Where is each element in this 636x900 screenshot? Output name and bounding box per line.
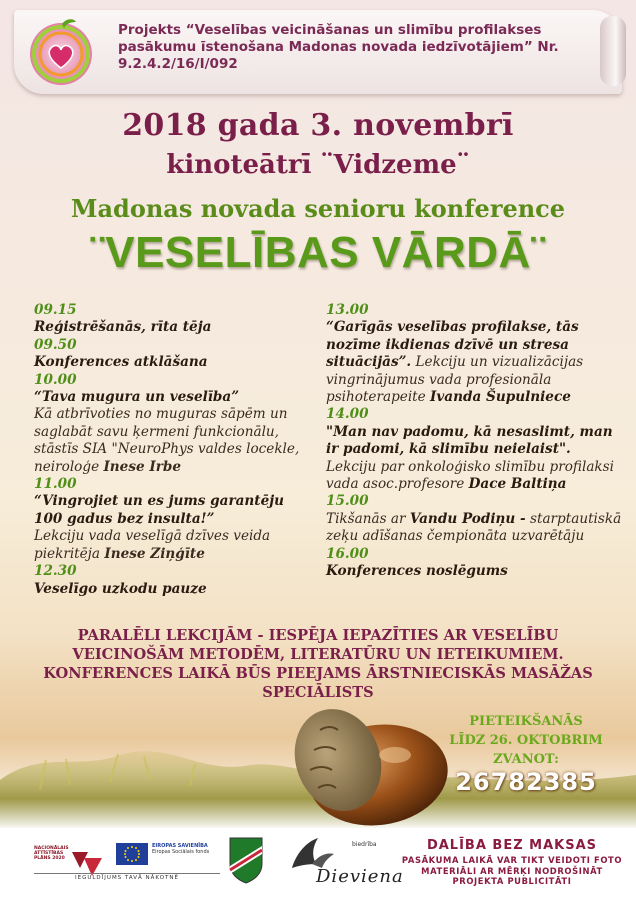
program-time: 16.00 <box>326 545 369 562</box>
scroll-curl <box>600 16 626 86</box>
heart-apple-logo <box>22 14 100 88</box>
program-item <box>34 302 314 337</box>
program-item <box>34 563 314 598</box>
parallel-activities-notice: PARALĒLI LEKCIJĀM - IESPĒJA IEPAZĪTIES AR VESELĪBU VEICINOŠĀM METODĒM, LITERATŪRU UN IETEIKUMIEM. KONFERENCES LAIKĀ BŪS PIEEJAMS ĀRSTNIECISKĀS MASĀŽAS SPECIĀLISTS <box>43 627 593 701</box>
program-time: 11.00 <box>34 476 77 493</box>
org-name: Dieviena <box>316 866 404 887</box>
free-participation: DALĪBA BEZ MAKSAS <box>426 838 598 853</box>
program-title: Reģistrēšanās, rīta tēja <box>34 319 212 336</box>
registration-deadline: LĪDZ 26. OKTOBRIM <box>449 733 603 748</box>
program-desc-text: Tikšanās ar <box>326 510 406 527</box>
registration-info <box>426 712 626 769</box>
org-type-label: biedrība <box>352 841 377 848</box>
eu-title: EIROPAS SAVIENĪBA <box>152 843 208 849</box>
eu-subtitle: Eiropas Sociālais fonds <box>152 849 210 855</box>
project-title: Projekts “Veselības veicināšanas un slimību profilakses pasākumu īstenošana Madonas novada iedzīvotājiem” Nr. 9.2.4.2/16/I/092 <box>118 22 559 72</box>
program-description <box>326 511 622 546</box>
program-title: “Vingrojiet un es jums garantēju 100 gadus bez insulta!” <box>34 493 285 527</box>
program-item <box>326 302 622 406</box>
program-time: 09.50 <box>34 336 77 353</box>
nap-text: NACIONĀLAIS ATTĪSTĪBAS PLĀNS 2020 <box>34 846 69 861</box>
program-item <box>326 406 622 493</box>
program-title: “Garīgās veselības profilakse, tās nozīme ikdienas dzīvē un stresa situācijās”. <box>326 319 579 371</box>
program-description <box>326 424 622 494</box>
acorn-illustration <box>210 660 450 840</box>
program-right-column <box>326 302 622 581</box>
program-time: 10.00 <box>34 371 77 388</box>
eu-text <box>152 843 212 855</box>
eu-flag-icon <box>116 843 148 865</box>
investment-slogan: IEGULDĪJUMS TAVĀ NĀKOTNĒ <box>34 873 220 881</box>
program-item <box>326 493 622 545</box>
program-speaker: Inese Ziņģīte <box>104 545 205 562</box>
program-time: 12.30 <box>34 563 77 580</box>
phone-number[interactable]: 26782385 <box>455 768 597 796</box>
program-description <box>326 319 622 406</box>
program-time: 15.00 <box>326 493 369 510</box>
program-item <box>326 546 622 581</box>
program-item <box>34 476 314 563</box>
program-time: 09.15 <box>34 302 77 318</box>
program-description <box>34 406 314 476</box>
program-description <box>34 528 314 563</box>
program-speaker: Dace Baltiņa <box>468 476 567 493</box>
program-desc-text-2: starptautiskā zeķu adīšanas čempionāta uzvarētāju <box>326 510 622 545</box>
program-title: Konferences atklāšana <box>34 354 208 371</box>
madona-coat-of-arms-icon <box>228 836 264 884</box>
program-speaker: Ivanda Šupulniece <box>430 389 571 406</box>
registration-label: PIETEIKŠANĀS <box>469 714 583 729</box>
program-title: Konferences noslēgums <box>326 563 508 580</box>
program-title: "Man nav padomu, kā nesaslimt, man ir padomi, kā slimību neielaist". <box>326 423 613 458</box>
program-speaker: Inese Irbe <box>103 458 182 475</box>
program-left-column <box>34 302 314 598</box>
conference-name: Madonas novada senioru konference <box>70 194 566 223</box>
program-title: “Tava mugura un veselība” <box>34 389 240 406</box>
photo-notice: PASĀKUMA LAIKĀ VAR TIKT VEIDOTI FOTO MATERIĀLI AR MĒRĶI NODROŠINĀT PROJEKTA PUBLICITĀTI <box>401 855 623 886</box>
event-date: 2018 gada 3. novembrī <box>122 108 514 143</box>
program-desc-text: Lekciju par onkoloģisko slimību profilaksi vada asoc.profesore <box>326 458 614 493</box>
program-item <box>34 337 314 372</box>
program-time: 13.00 <box>326 302 369 318</box>
event-venue: kinoteātrī ¨Vidzeme¨ <box>166 150 470 180</box>
program-desc-text: Lekciju vada veselīgā dzīves veida piekritēja <box>34 528 271 562</box>
program-desc-text: Kā atbrīvoties no muguras sāpēm un saglabāt savu ķermeni funkcionālu, stāstīs SIA "NeuroPhys valdes locekle, neiroloģe <box>34 406 300 475</box>
program-item <box>34 372 314 476</box>
registration-call-label: ZVANOT: <box>493 752 559 767</box>
program-time: 14.00 <box>326 406 369 423</box>
program-desc-text: Lekciju un vizualizācijas vingrinājumus vada profesionāla psihoterapeite <box>326 354 584 406</box>
program-title: Veselīgo uzkodu pauze <box>34 580 207 597</box>
conference-theme: ¨VESELĪBAS VĀRDĀ¨ <box>90 228 546 277</box>
program-speaker: Vandu Podiņu - <box>409 510 526 527</box>
